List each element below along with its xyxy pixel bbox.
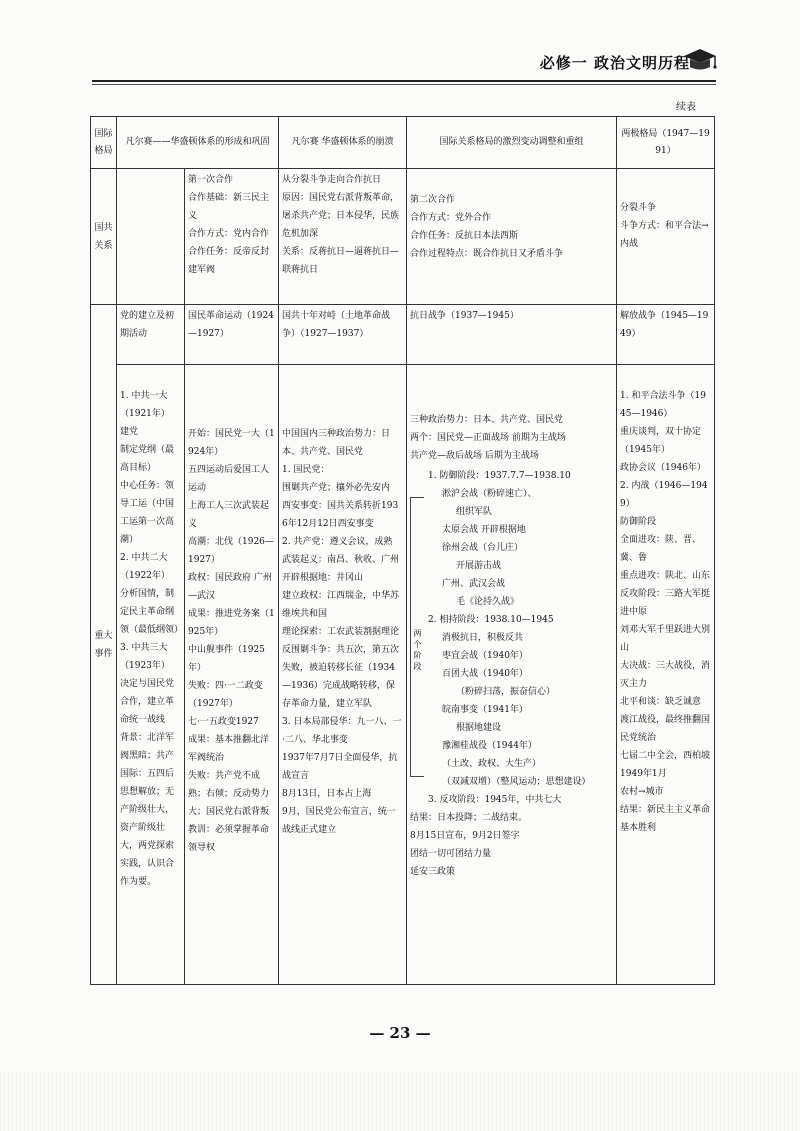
text-line: 皖南事变（1941年）: [442, 705, 528, 715]
text-line: 2. 内战（1946—1949）: [620, 481, 708, 509]
text-line: 合作过程特点：既合作抗日又矛盾斗争: [410, 249, 564, 259]
text-line: 关系：反蒋抗日—逼蒋抗日—联蒋抗日: [282, 247, 400, 275]
text-line: 开展游击战: [456, 561, 502, 571]
text-line: 背景：北洋军阀黑暗；共产国际：五四后思想解放；无产阶级壮大，资产阶级壮大，两党探索实践，认识合作为要。: [120, 733, 175, 887]
text-line: 豫湘桂战役（1944年）: [442, 741, 537, 751]
text-line: 8月15日宣布，9月2日签字: [410, 831, 520, 841]
text-line: 反围剿斗争：共五次，第五次失败，被迫转移长征（1934—1936）完成战略转移，保存革命力量，建立军队: [282, 645, 400, 709]
header-rule-thin: [92, 84, 716, 85]
text-line: 1. 和平合法斗争（1945—1946）: [620, 391, 706, 419]
text-line: 1. 防御阶段：1937.7.7—1938.10: [428, 471, 571, 481]
text-line: 全面进攻：陕、晋、冀、鲁: [620, 535, 702, 563]
text-line: 结果：新民主主义革命基本胜利: [620, 805, 711, 833]
text-line: 9月，国民党公布宣言，统一战线正式建立: [282, 807, 396, 835]
header-cell-pattern: 国际格局: [91, 117, 117, 169]
text-line: 开辟根据地：井冈山: [282, 573, 364, 583]
text-line: 1. 中共一大（1921年）: [120, 391, 170, 419]
text-line: 刘邓大军千里跃进大别山: [620, 625, 711, 653]
text-line: 失败：四·一二政变（1927年）: [188, 681, 263, 709]
text-line: 西安事变：国共关系转折1936年12月12日西安事变: [282, 501, 399, 529]
text-line: 理论探索：工农武装割据理论: [282, 627, 400, 637]
text-line: 枣宜会战（1940年）: [442, 651, 528, 661]
phase-national-revolution: 国民革命运动（1924—1927）: [185, 305, 279, 365]
header-cell-formation: 凡尔赛——华盛顿体系的形成和巩固: [117, 117, 279, 169]
text-line: 武装起义：南昌、秋收、广州: [282, 555, 400, 565]
text-line: 制定党纲（最高目标）: [120, 445, 175, 473]
anti-japanese-war-events: [407, 365, 617, 985]
header-title: 必修一 政治文明历程: [539, 54, 690, 72]
party-founding-events: [117, 365, 185, 985]
scan-noise: [0, 1070, 800, 1131]
text-line: 重庆谈判，双十协定（1945年）: [620, 427, 702, 455]
text-line: 建党: [120, 427, 139, 437]
text-line: 中国国内三种政治势力：日本、共产党、国民党: [282, 429, 391, 457]
phase-anti-japanese-war: 抗日战争（1937—1945）: [407, 305, 617, 365]
header-cell-bipolar: 两极格局（1947—1991）: [617, 117, 715, 169]
stages-block: [410, 467, 613, 809]
events-detail-row: [91, 365, 715, 985]
text-line: 决定与国民党合作，建立革命统一战线: [120, 679, 175, 725]
text-line: 教训：必须掌握革命领导权: [188, 825, 270, 853]
second-cooperation-cell: [407, 169, 617, 305]
header-cell-reorganization: 国际关系格局的激烈变动调整和重组: [407, 117, 617, 169]
text-line: 上海工人三次武装起义: [188, 501, 270, 529]
text-line: 三种政治势力：日本、共产党、国民党: [410, 415, 564, 425]
text-line: 中山舰事件（1925年）: [188, 645, 265, 673]
text-line: 围剿共产党；攘外必先安内: [282, 483, 391, 493]
text-line: 建立政权：江西瑞金，中华苏维埃共和国: [282, 591, 400, 619]
split-struggle-cell: [617, 169, 715, 305]
text-line: 七届二中全会，西柏坡: [620, 751, 711, 761]
text-line: 合作任务：反抗日本法西斯: [410, 231, 519, 241]
text-line: 中心任务：领导工运（中国工运第一次高潮）: [120, 481, 175, 545]
text-line: 防御阶段: [620, 517, 657, 527]
continued-label: 续表: [676, 102, 696, 113]
text-line: 两个：国民党—正面战场 前期为主战场: [410, 433, 566, 443]
liberation-war-events: [617, 365, 715, 985]
stages-list: [424, 467, 613, 809]
text-line: （土改、政权、大生产）: [442, 759, 542, 769]
text-line: 成果：推进党务案（1925年）: [188, 609, 275, 637]
history-table: [90, 116, 715, 985]
text-line: 从分裂斗争走向合作抗日: [282, 175, 382, 185]
text-line: 3. 日本局部侵华：九一八、一·二八、华北事变: [282, 717, 402, 745]
text-line: 原因：国民党右派背叛革命，屠杀共产党；日本侵华，民族危机加深: [282, 193, 400, 239]
text-line: 开始：国民党一大（1924年）: [188, 429, 275, 457]
header-cell-collapse: 凡尔赛 华盛顿体系的崩溃: [279, 117, 407, 169]
header-rule: [92, 80, 716, 82]
national-revolution-events: [185, 365, 279, 985]
text-line: 第二次合作: [410, 195, 456, 205]
text-line: 团结一切可团结力量: [410, 849, 492, 859]
text-line: 淞沪会战（粉碎速亡）、: [442, 489, 537, 499]
text-line: 农村→城市: [620, 787, 664, 797]
text-line: 政协会议（1946年）: [620, 463, 706, 473]
text-line: 根据地建设: [456, 723, 502, 733]
text-line: 合作任务：反帝反封建军阀: [188, 247, 270, 275]
text-line: 2. 中共二大（1922年）: [120, 553, 170, 581]
text-line: 大决战：三大战役，消灭主力: [620, 661, 711, 689]
text-line: 共产党—敌后战场 后期为主战场: [410, 451, 539, 461]
text-line: 1937年7月7日全面侵华，抗战宣言: [282, 753, 398, 781]
text-line: 合作方式：党内合作: [188, 229, 270, 239]
text-line: 高潮：北伐（1926—1927）: [188, 537, 274, 565]
text-line: 消极抗日，积极反共: [442, 633, 524, 643]
text-line: 反攻阶段：三路大军挺进中原: [620, 589, 711, 617]
text-line: 五四运动后爱国工人运动: [188, 465, 270, 493]
text-line: 渡江战役，最终推翻国民党统治: [620, 715, 711, 743]
kmt-cpc-relations-row: [91, 169, 715, 305]
page-number: — 23 —: [369, 1024, 431, 1042]
text-line: 政权：国民政府 广州—武汉: [188, 573, 272, 601]
text-line: 2. 相持阶段：1938.10—1945: [428, 615, 554, 625]
text-line: 合作基础：新三民主义: [188, 193, 270, 221]
party-founding-label: 党的建立及初期活动: [117, 305, 185, 365]
ten-year-confrontation-events: [279, 365, 407, 985]
relations-spacer: [117, 169, 185, 305]
text-line: 3. 反攻阶段：1945年，中共七大: [428, 795, 562, 805]
text-line: 结果：日本投降；二战结束。: [410, 813, 528, 823]
graduation-cap-icon: [682, 46, 718, 74]
text-line: （粉碎扫荡，振奋信心）: [456, 687, 556, 697]
text-line: 北平和谈：缺乏诚意: [620, 697, 702, 707]
text-line: 分析国情，制定民主革命纲领（最低纲领）: [120, 589, 184, 635]
text-line: 3. 中共三大（1923年）: [120, 643, 170, 671]
text-line: （双减双增）（整风运动；思想建设）: [442, 777, 591, 787]
row-label-events: 重大事件: [91, 305, 117, 985]
text-line: 徐州会战（台儿庄）: [442, 543, 524, 553]
text-line: 第一次合作: [188, 175, 234, 185]
text-line: 广州、武汉会战: [442, 579, 506, 589]
stages-bracket: 两个阶段: [410, 497, 424, 777]
text-line: 分裂斗争: [620, 203, 657, 213]
text-line: 合作方式：党外合作: [410, 213, 492, 223]
first-cooperation-cell: [185, 169, 279, 305]
text-line: 百团大战（1940年）: [442, 669, 528, 679]
text-line: 8月13日，日本占上海: [282, 789, 372, 799]
text-line: 1. 国民党：: [282, 465, 330, 475]
text-line: 失败：共产党不成熟；右倾；反动势力大；国民党右派背叛: [188, 771, 270, 817]
text-line: 七·一五政变1927: [188, 717, 259, 727]
text-line: 太原会战 开辟根据地: [442, 525, 526, 535]
text-line: 组织军队: [456, 507, 493, 517]
phase-ten-year-confrontation: 国共十年对峙（土地革命战争）（1927—1937）: [279, 305, 407, 365]
text-line: 斗争方式：和平合法→内战: [620, 221, 709, 249]
text-line: 毛《论持久战》: [456, 597, 520, 607]
split-to-cooperation-cell: [279, 169, 407, 305]
text-line: 重点进攻：陕北、山东: [620, 571, 711, 581]
header-row: [91, 117, 715, 169]
text-line: 1949年1月: [620, 769, 667, 779]
text-line: 延安三政策: [410, 867, 456, 877]
phase-liberation-war: 解放战争（1945—1949）: [617, 305, 715, 365]
phase-row: [91, 305, 715, 365]
text-line: 2. 共产党：遵义会议，成熟: [282, 537, 393, 547]
row-label-relations: 国共关系: [91, 169, 117, 305]
text-line: 成果：基本推翻北洋军阀统治: [188, 735, 270, 763]
